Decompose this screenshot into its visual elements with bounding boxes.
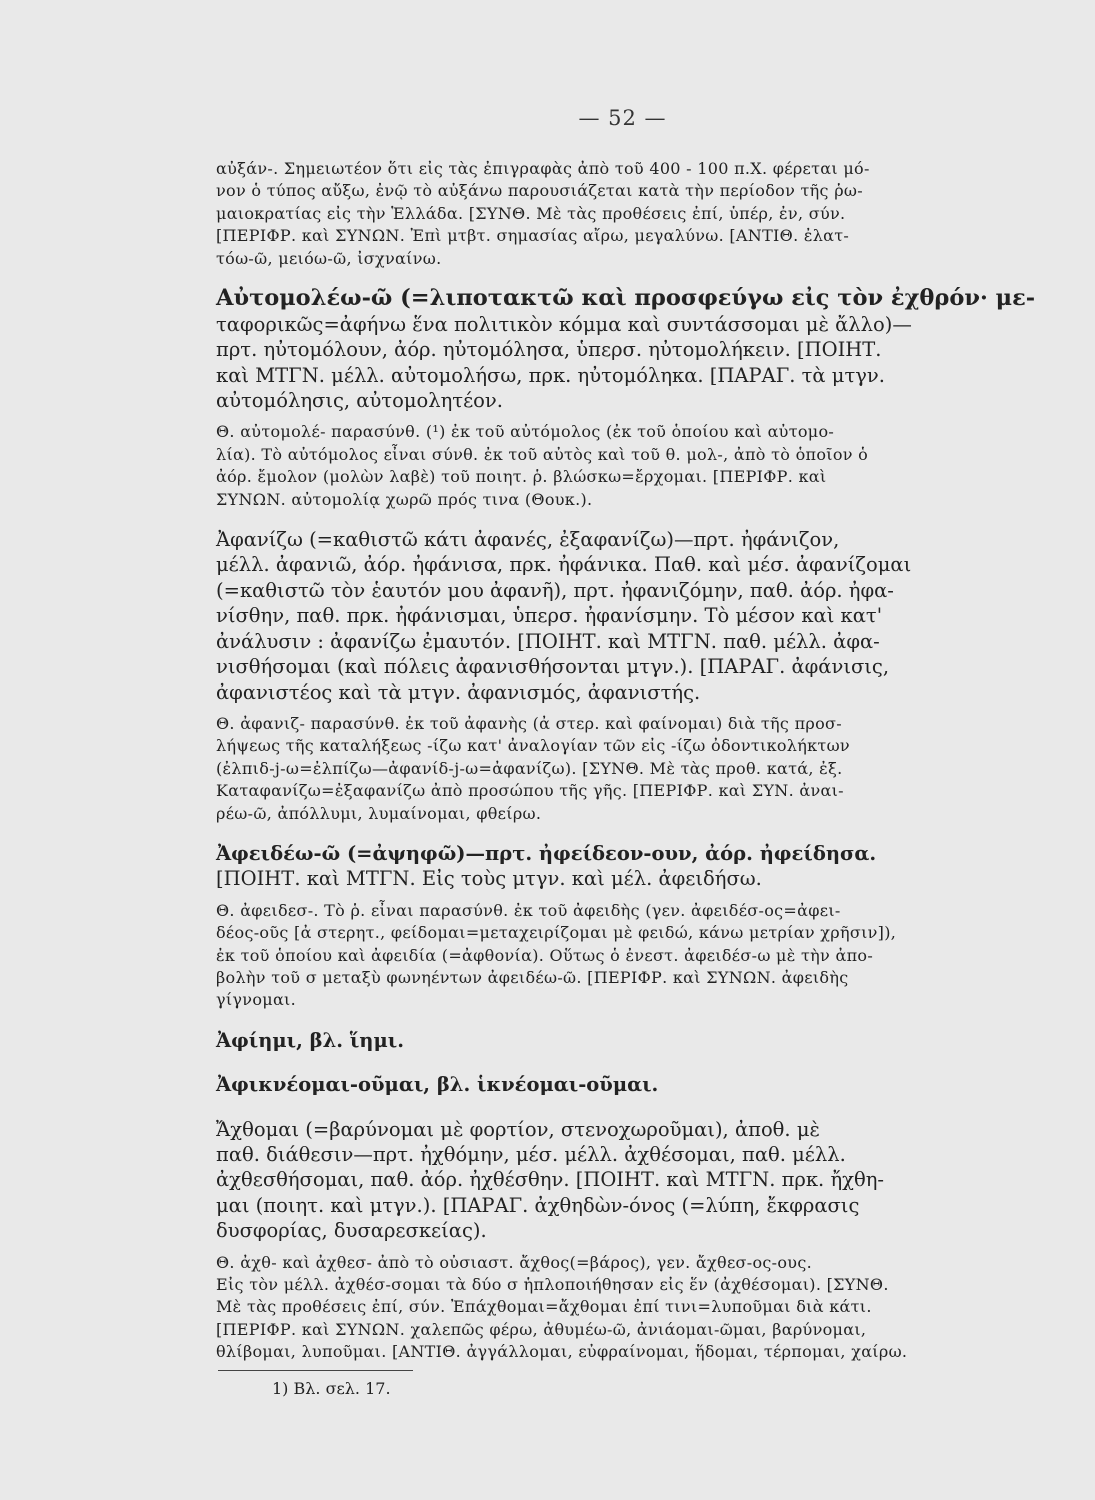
page-number: — 52 — xyxy=(578,106,667,130)
footnote: 1) Βλ. σελ. 17. xyxy=(272,1378,391,1398)
text-line: λήψεως τῆς καταλήξεως -ίζω κατ' ἀναλογίαν τῶν εἰς -ίζω ὀδοντικολήκτων xyxy=(216,736,850,756)
text-line: παθ. διάθεσιν—πρτ. ἠχθόμην, μέσ. μέλλ. ἀχθέσομαι, παθ. μέλλ. xyxy=(216,1143,846,1167)
dictionary-body xyxy=(216,158,1076,1399)
text-line: δέος-οῦς [ἀ στερητ., φείδομαι=μεταχειρίζομαι μὲ φειδώ, κάνω μετρίαν χρῆσιν]), xyxy=(216,923,897,943)
text-line: [ΠΟΙΗΤ. καὶ ΜΤΓΝ. Εἰς τοὺς μτγν. καὶ μέλ. ἀφειδήσω. xyxy=(216,867,762,891)
etymology-note xyxy=(216,713,1076,825)
text-line: Μὲ τὰς προθέσεις ἐπί, σύν. Ἐπάχθομαι=ἄχθομαι ἐπί τινι=λυποῦμαι διὰ κάτι. xyxy=(216,1297,872,1317)
text-line: καὶ ΜΤΓΝ. μέλλ. αὐτομολήσω, πρκ. ηὐτομόληκα. [ΠΑΡΑΓ. τὰ μτγν. xyxy=(216,363,885,387)
entry-headline: Ἀφειδέω-ῶ (=ἀψηφῶ)—πρτ. ἠφείδεον-ουν, ἀόρ. ἠφείδησα. xyxy=(216,841,877,865)
text-line: Εἰς τὸν μέλλ. ἀχθέσ-σομαι τὰ δύο σ ἡπλοποιήθησαν εἰς ἕν (ἀχθέσομαι). [ΣΥΝΘ. xyxy=(216,1275,889,1295)
text-line: ἀνάλυσιν : ἀφανίζω ἐμαυτόν. [ΠΟΙΗΤ. καὶ ΜΤΓΝ. παθ. μέλλ. ἀφα- xyxy=(216,629,880,653)
text-line: τόω-ῶ, μειόω-ῶ, ἰσχναίνω. xyxy=(216,248,442,268)
text-line: Θ. ἀφανιζ- παρασύνθ. ἐκ τοῦ ἀφανὴς (ἀ στερ. καὶ φαίνομαι) διὰ τῆς προσ- xyxy=(216,713,842,733)
text-line: λία). Τὸ αὐτόμολος εἶναι σύνθ. ἐκ τοῦ αὐτὸς καὶ τοῦ θ. μολ-, ἀπὸ τὸ ὁποῖον ὁ xyxy=(216,444,869,464)
text-line: ταφορικῶς=ἀφήνω ἕνα πολιτικὸν κόμμα καὶ συντάσσομαι μὲ ἄλλο)— xyxy=(216,312,912,336)
entry-headline: Ἀφίημι, βλ. ἵημι. xyxy=(216,1028,404,1052)
text-line: Θ. ἀφειδεσ-. Τὸ ῥ. εἶναι παρασύνθ. ἐκ τοῦ ἀφειδὴς (γεν. ἀφειδέσ-ος=ἀφει- xyxy=(216,900,841,920)
text-line: βολὴν τοῦ σ μεταξὺ φωνηέντων ἀφειδέω-ῶ. [ΠΕΡΙΦΡ. καὶ ΣΥΝΩΝ. ἀφειδὴς xyxy=(216,967,849,987)
entry-automoleo xyxy=(216,286,1076,413)
text-line: αὐτομόλησις, αὐτομολητέον. xyxy=(216,389,503,413)
text-line: θλίβομαι, λυποῦμαι. [ΑΝΤΙΘ. ἀγγάλλομαι, εὐφραίνομαι, ἥδομαι, τέρπομαι, χαίρω. xyxy=(216,1342,908,1362)
text-line: μαι (ποιητ. καὶ μτγν.). [ΠΑΡΑΓ. ἀχθηδὼν-όνος (=λύπη, ἔκφρασις xyxy=(216,1193,860,1217)
text-line: μαιοκρατίας εἰς τὴν Ἑλλάδα. [ΣΥΝΘ. Μὲ τὰς προθέσεις ἐπί, ὑπέρ, ἐν, σύν. xyxy=(216,203,846,223)
text-line: γίγνομαι. xyxy=(216,990,297,1010)
text-line: Καταφανίζω=ἐξαφανίζω ἀπὸ προσώπου τῆς γῆς. [ΠΕΡΙΦΡ. καὶ ΣΥΝ. ἀναι- xyxy=(216,781,844,801)
text-line: δυσφορίας, δυσαρεσκείας). xyxy=(216,1219,487,1243)
etymology-note xyxy=(216,900,1076,1012)
entry-afanizo xyxy=(216,527,1076,705)
text-line: ἀχθεσθήσομαι, παθ. ἀόρ. ἠχθέσθην. [ΠΟΙΗΤ. καὶ ΜΤΓΝ. πρκ. ἤχθη- xyxy=(216,1168,884,1192)
text-line: αὐξάν-. Σημειωτέον ὅτι εἰς τὰς ἐπιγραφὰς ἀπὸ τοῦ 400 - 100 π.Χ. φέρεται μό- xyxy=(216,159,870,178)
text-line: (ἐλπιδ-j-ω=ἐλπίζω—ἀφανίδ-j-ω=ἀφανίζω). [ΣΥΝΘ. Μὲ τὰς προθ. κατά, ἐξ. xyxy=(216,758,843,778)
text-line: ρέω-ῶ, ἀπόλλυμι, λυμαίνομαι, φθείρω. xyxy=(216,803,542,823)
text-line: Θ. ἀχθ- καὶ ἀχθεσ- ἀπὸ τὸ οὐσιαστ. ἄχθος(=βάρος), γεν. ἄχθεσ-ος-ους. xyxy=(216,1252,812,1272)
entry-headline: Ἀφικνέομαι-οῦμαι, βλ. ἱκνέομαι-οῦμαι. xyxy=(216,1073,659,1097)
text-line: [ΠΕΡΙΦΡ. καὶ ΣΥΝΩΝ. Ἐπὶ μτβτ. σημασίας αἴρω, μεγαλύνω. [ΑΝΤΙΘ. ἐλατ- xyxy=(216,226,850,246)
entry-afiemi xyxy=(216,1028,1076,1053)
text-line: ΣΥΝΩΝ. αὐτομολίᾳ χωρῶ πρός τινα (Θουκ.). xyxy=(216,489,593,509)
text-line: νισθήσομαι (καὶ πόλεις ἀφανισθήσονται μτγν.). [ΠΑΡΑΓ. ἀφάνισις, xyxy=(216,655,890,679)
text-line: (=καθιστῶ τὸν ἑαυτόν μου ἀφανῆ), πρτ. ἠφανιζόμην, παθ. ἀόρ. ἠφα- xyxy=(216,578,894,602)
text-line: Θ. αὐτομολέ- παρασύνθ. (¹) ἐκ τοῦ αὐτόμολος (ἐκ τοῦ ὁποίου καὶ αὐτομο- xyxy=(216,422,835,442)
entry-afeideo xyxy=(216,841,1076,892)
text-line: νίσθην, παθ. πρκ. ἠφάνισμαι, ὑπερσ. ἠφανίσμην. Τὸ μέσον καὶ κατ' xyxy=(216,604,883,628)
text-line: ἀόρ. ἔμολον (μολὼν λαβὲ) τοῦ ποιητ. ῥ. βλώσκω=ἔρχομαι. [ΠΕΡΙΦΡ. καὶ xyxy=(216,467,827,487)
text-line: νον ὁ τύπος αὔξω, ἐνῷ τὸ αὐξάνω παρουσιάζεται κατὰ τὴν περίοδον τῆς ῥω- xyxy=(216,181,863,201)
entry-achthomai xyxy=(216,1117,1076,1244)
etymology-note xyxy=(216,421,1076,511)
text-line: πρτ. ηὐτομόλουν, ἀόρ. ηὐτομόλησα, ὑπερσ. ηὐτομολήκειν. [ΠΟΙΗΤ. xyxy=(216,338,882,362)
entry-headline: Αὐτομολέω-ῶ (=λιποτακτῶ καὶ προσφεύγω εἰς τὸν ἐχθρόν· με- xyxy=(216,285,1036,312)
etymology-note xyxy=(216,158,1076,270)
entry-headline: Ἄχθομαι (=βαρύνομαι μὲ φορτίον, στενοχωροῦμαι), ἀποθ. μὲ xyxy=(216,1117,820,1141)
text-line: ἀφανιστέος καὶ τὰ μτγν. ἀφανισμός, ἀφανιστής. xyxy=(216,680,701,704)
text-line: ἐκ τοῦ ὁποίου καὶ ἀφειδία (=ἀφθονία). Οὕτως ὁ ἐνεστ. ἀφειδέσ-ω μὲ τὴν ἀπο- xyxy=(216,945,874,965)
etymology-note xyxy=(216,1252,1076,1364)
entry-afikneomai xyxy=(216,1072,1076,1097)
text-line: [ΠΕΡΙΦΡ. καὶ ΣΥΝΩΝ. χαλεπῶς φέρω, ἀθυμέω-ῶ, ἀνιάομαι-ῶμαι, βαρύνομαι, xyxy=(216,1319,867,1339)
text-line: μέλλ. ἀφανιῶ, ἀόρ. ἠφάνισα, πρκ. ἠφάνικα. Παθ. καὶ μέσ. ἀφανίζομαι xyxy=(216,553,912,577)
entry-headline: Ἀφανίζω (=καθιστῶ κάτι ἀφανές, ἐξαφανίζω)—πρτ. ἠφάνιζον, xyxy=(216,528,840,552)
footnote-rule xyxy=(218,1370,413,1371)
